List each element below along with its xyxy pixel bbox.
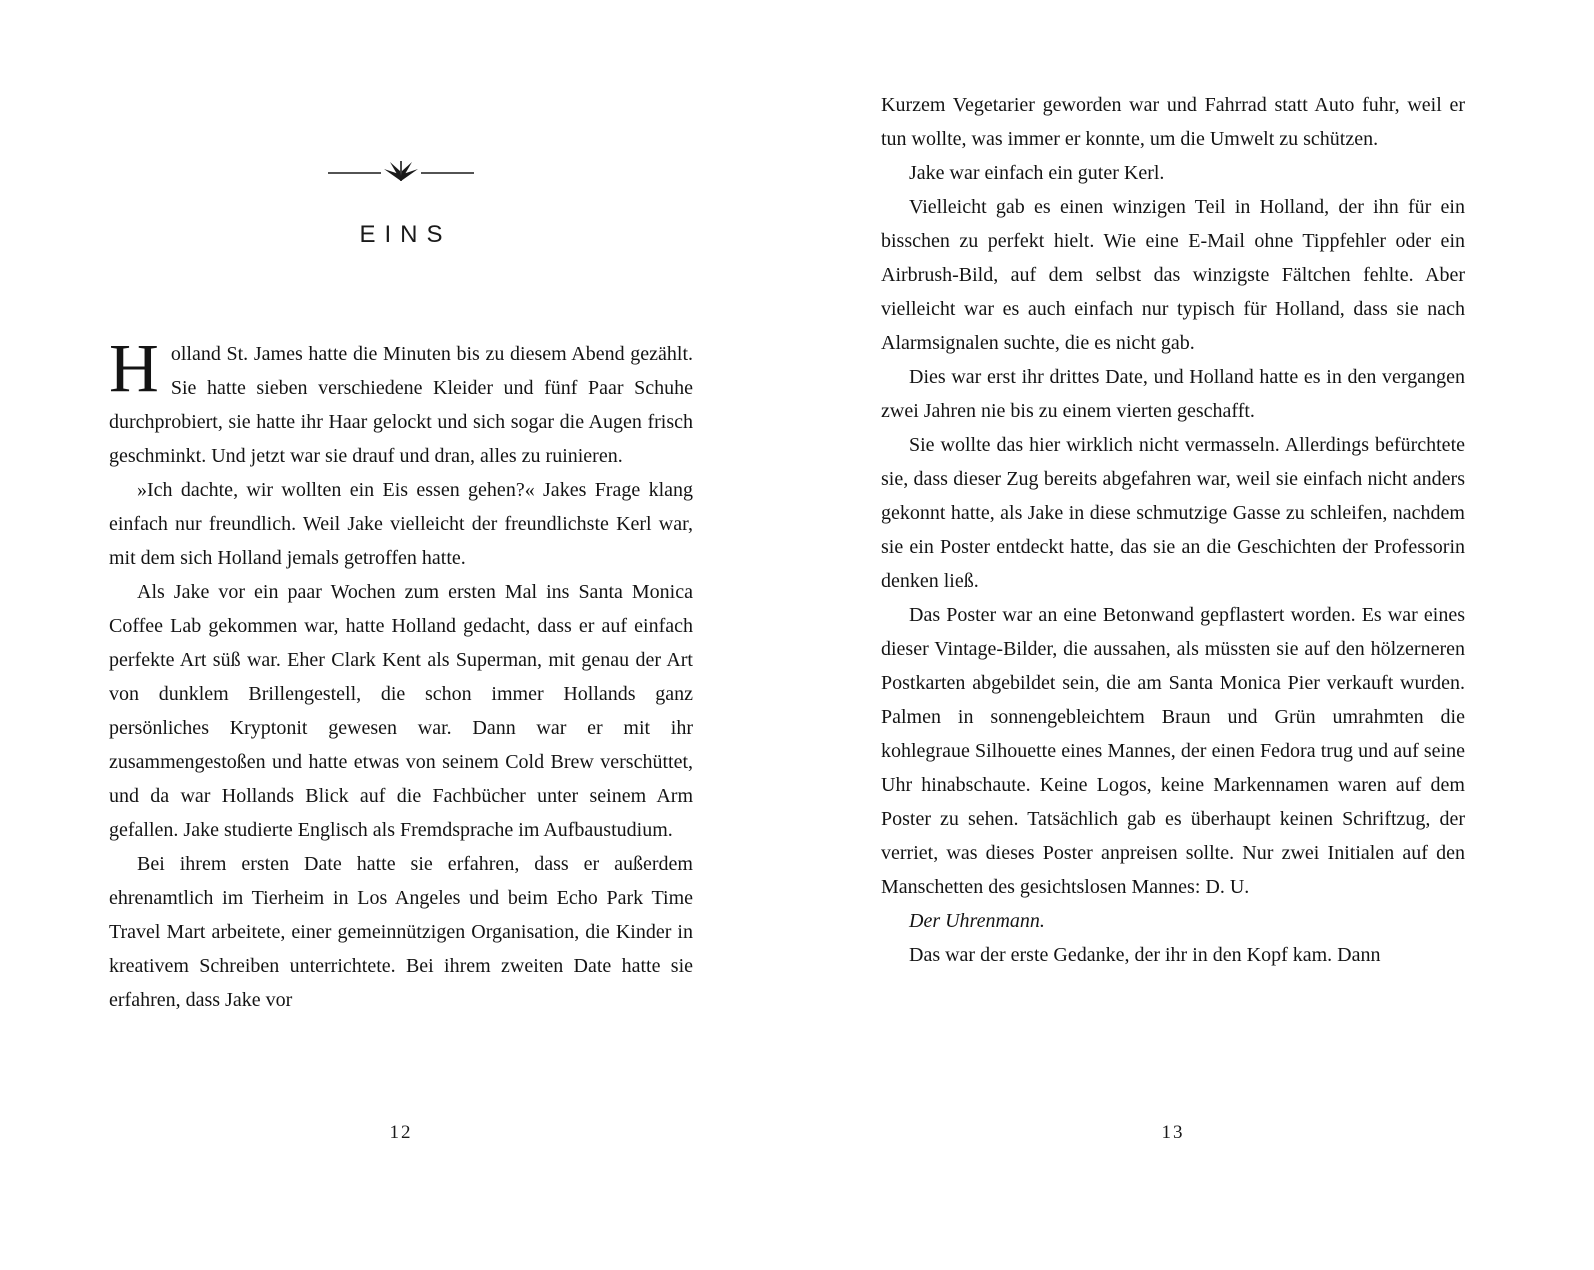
page-number-left: 12 [389, 1122, 413, 1143]
left-body-text [109, 330, 693, 1017]
fleuron-icon [326, 158, 476, 186]
page-right [797, 0, 1594, 1270]
right-body-text [881, 88, 1465, 972]
paragraph: Jake war einfach ein guter Kerl. [909, 162, 1165, 184]
left-text-block [109, 0, 693, 1017]
paragraph: Bei ihrem ersten Date hatte sie erfahren, dass er außerdem ehrenamtlich im Tierheim in Los Angeles und beim Echo Park Time Travel Mart arbeitete, einer gemeinnützigen Organisation, die Kinder in kreativem Schreiben unterrichtete. Bei ihrem zweiten Date hatte sie erfahren, dass Jake vor [109, 853, 693, 1011]
opening-paragraph-text: olland St. James hatte die Minuten bis zu diesem Abend gezählt. Sie hatte sieben verschiedene Kleider und fünf Paar Schuhe durchprobiert, sie hatte ihr Haar gelockt und sich sogar die Augen frisch geschminkt. Und jetzt war sie drauf und dran, alles zu ruinieren. [109, 343, 693, 467]
page-number-right: 13 [1161, 1122, 1185, 1143]
paragraph: Als Jake vor ein paar Wochen zum ersten Mal ins Santa Monica Coffee Lab gekommen war, hatte Holland gedacht, dass er auf einfach perfekte Art süß war. Eher Clark Kent als Superman, mit genau der Art von dunklem Brillengestell, die schon immer Hollands ganz persönliches Kryptonit gewesen war. Dann war er mit ihr zusammengestoßen und hatte etwas von seinem Cold Brew verschüttet, und da war Hollands Blick auf die Fachbücher unter seinem Arm gefallen. Jake studierte Englisch als Fremdsprache im Aufbaustudium. [109, 581, 693, 841]
paragraph: Dies war erst ihr drittes Date, und Holland hatte es in den vergangen zwei Jahren nie bis zu einem vierten geschafft. [881, 366, 1465, 422]
paragraph-italic: Der Uhrenmann. [909, 910, 1045, 932]
paragraph: Das war der erste Gedanke, der ihr in den Kopf kam. Dann [909, 944, 1381, 966]
paragraph: Das Poster war an eine Betonwand gepflastert worden. Es war eines dieser Vintage-Bilder, die aussahen, als müssten sie auf den hölzerneren Postkarten abgebildet sein, die am Santa Monica Pier verkauft wurden. Palmen in sonnengebleichtem Braun und Grün umrahmten die kohlegraue Silhouette eines Mannes, der einen Fedora trug und auf seine Uhr hinabschaute. Keine Logos, keine Markennamen waren auf dem Poster zu sehen. Tatsächlich gab es überhaupt keinen Schriftzug, der verriet, was dieses Poster anpreisen sollte. Nur zwei Initialen auf den Manschetten des gesichtslosen Mannes: D. U. [881, 604, 1465, 898]
drop-cap: H [109, 330, 159, 406]
opening-paragraph [109, 330, 693, 473]
paragraph: Sie wollte das hier wirklich nicht vermasseln. Allerdings befürchtete sie, dass dieser Zug bereits abgefahren war, weil sie einfach nicht anders gekonnt hatte, als Jake in diese schmutzige Gasse zu schleifen, nachdem sie ein Poster entdeckt hatte, das sie an die Geschichten der Professorin denken ließ. [881, 434, 1465, 592]
paragraph-continuation: Kurzem Vegetarier geworden war und Fahrrad statt Auto fuhr, weil er tun wollte, was immer er konnte, um die Umwelt zu schützen. [881, 94, 1465, 150]
chapter-ornament [109, 158, 693, 191]
paragraph: »Ich dachte, wir wollten ein Eis essen gehen?« Jakes Frage klang einfach nur freundlich. Weil Jake vielleicht der freundlichste Kerl war, mit dem sich Holland jemals getroffen hatte. [109, 479, 693, 569]
right-text-block [881, 0, 1465, 972]
chapter-title: EINS [359, 221, 452, 248]
paragraph: Vielleicht gab es einen winzigen Teil in Holland, der ihn für ein bisschen zu perfekt hielt. Wie eine E-Mail ohne Tippfehler oder ein Airbrush-Bild, auf dem selbst das winzigste Fältchen fehlte. Aber vielleicht war es auch einfach nur typisch für Holland, dass sie nach Alarmsignalen suchte, die es nicht gab. [881, 196, 1465, 354]
